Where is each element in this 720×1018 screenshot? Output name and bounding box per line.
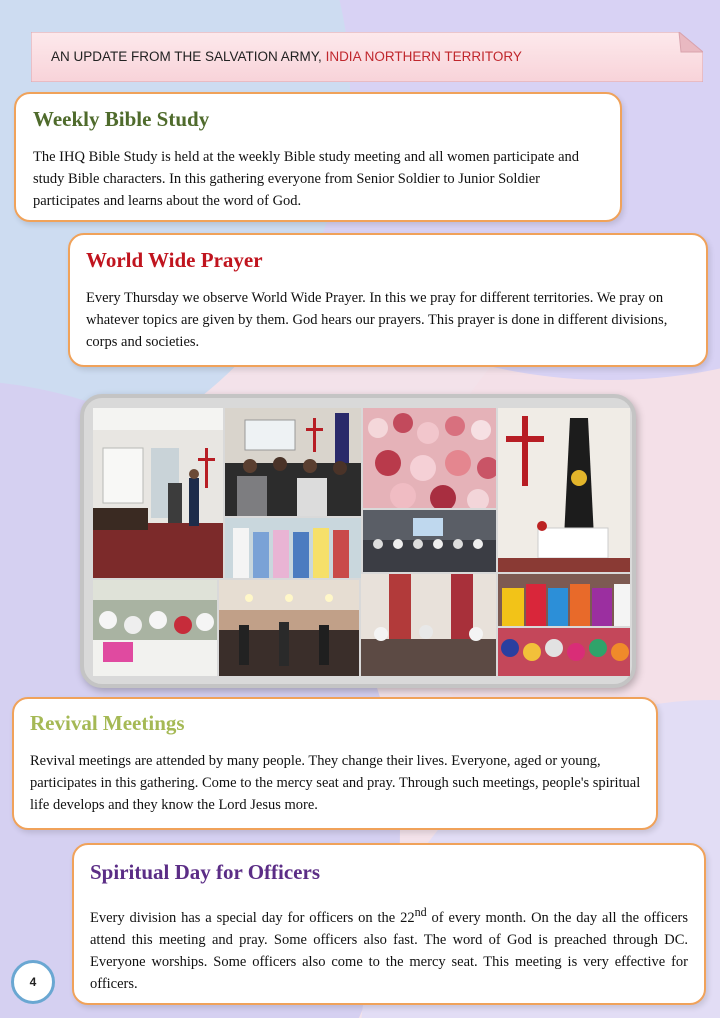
photo-meeting-room bbox=[225, 408, 361, 516]
section-body: Revival meetings are attended by many people. They change their lives. Everyone, aged or young, participates in this gathering. Come to the mercy seat and pray. Through such meetings, people's spiritual life develops and they know the Lord Jesus more. bbox=[30, 753, 641, 813]
section-body: Every division has a special day for officers on the 22nd of every month. On the day all the officers attend this meeting and pray. Some officers also fast. The word of God is preached through DC. Everyone worships. Some officers also come to the mercy seat. This meeting is very effective for officers. bbox=[90, 905, 688, 992]
section-title: Revival Meetings bbox=[30, 711, 185, 735]
photo-women-white bbox=[93, 580, 217, 676]
section-body: The IHQ Bible Study is held at the weekly Bible study meeting and all women participate and study Bible characters. In this gathering everyone from Senior Soldier to Junior Soldier participates and learns about the word of God. bbox=[33, 149, 580, 209]
section-title: Weekly Bible Study bbox=[33, 107, 210, 131]
photo-women-books bbox=[225, 518, 361, 578]
photo-room-curtains bbox=[361, 574, 496, 676]
photo-collage bbox=[80, 394, 636, 688]
photo-hall-gathering bbox=[363, 510, 496, 572]
world-wide-prayer-card bbox=[68, 233, 708, 367]
photo-altar-flag bbox=[498, 408, 630, 572]
section-title: World Wide Prayer bbox=[86, 248, 263, 272]
section-title: Spiritual Day for Officers bbox=[90, 860, 320, 884]
header-title: AN UPDATE FROM THE SALVATION ARMY, INDIA NORTHERN TERRITORY bbox=[51, 49, 522, 64]
revival-meetings-card bbox=[12, 697, 658, 830]
territory-name: INDIA NORTHERN TERRITORY bbox=[325, 49, 522, 64]
photo-hall-podium bbox=[93, 408, 223, 578]
photo-colourful-group bbox=[498, 574, 630, 626]
photo-seated-crowd bbox=[498, 628, 630, 676]
section-body: Every Thursday we observe World Wide Prayer. In this we pray for different territories. We pray on whatever topics are given by them. God hears our prayers. This prayer is done in different divisions, corps and societies. bbox=[86, 290, 668, 350]
ordinal-suffix: nd bbox=[414, 905, 427, 919]
photo-crowd-praying bbox=[363, 408, 496, 508]
weekly-bible-study-card bbox=[14, 92, 622, 222]
header-banner bbox=[31, 32, 703, 82]
spiritual-day-officers-card bbox=[72, 843, 706, 1005]
page-number: 4 bbox=[11, 960, 55, 1004]
photo-hall-lights bbox=[219, 580, 359, 676]
